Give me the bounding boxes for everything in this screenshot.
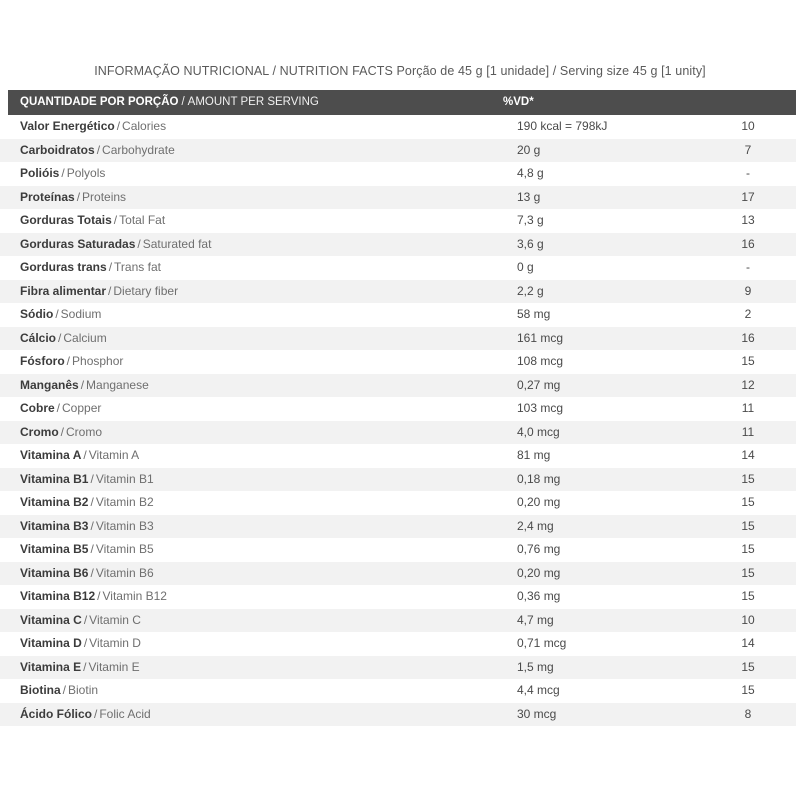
nutrient-name-en: Calcium [63, 330, 107, 345]
nutrient-name-en: Manganese [86, 377, 149, 392]
table-row [0, 303, 796, 327]
nutrient-label-separator: / [90, 471, 94, 486]
nutrient-label-separator: / [108, 283, 112, 298]
nutrient-label [20, 679, 98, 703]
table-row [0, 139, 796, 163]
nutrient-name-pt: Vitamina B5 [20, 542, 89, 556]
nutrient-vd-percent: 8 [744, 706, 752, 721]
nutrient-vd-percent: 15 [741, 683, 755, 697]
nutrient-vd-percent: 13 [741, 213, 755, 227]
nutrient-vd-percent: 10 [741, 119, 755, 133]
nutrient-label [20, 233, 211, 257]
nutrient-label [20, 397, 101, 421]
nutrient-name-pt: Vitamina B1 [20, 471, 89, 486]
nutrient-label [20, 491, 154, 515]
table-row [0, 562, 796, 586]
header-amount-per-serving [20, 90, 319, 115]
table-row [0, 256, 796, 280]
table-row [0, 327, 796, 351]
nutrient-name-pt: Proteínas [20, 189, 75, 204]
nutrient-amount: 0,76 mg [517, 542, 561, 556]
table-row [0, 468, 796, 492]
nutrient-label-separator: / [90, 542, 94, 556]
nutrient-label [20, 209, 165, 233]
nutrient-name-en: Dietary fiber [113, 283, 179, 298]
nutrient-amount: 0,20 mg [517, 495, 561, 509]
nutrient-name-pt: Vitamina E [20, 659, 82, 674]
table-row [0, 115, 796, 139]
table-row [0, 421, 796, 445]
nutrient-name-en: Vitamin B12 [102, 589, 167, 603]
nutrient-label [20, 609, 141, 633]
table-row [0, 280, 796, 304]
nutrient-name-pt: Gorduras trans [20, 260, 107, 274]
nutrient-amount: 0 g [517, 260, 534, 274]
header-label-pt: QUANTIDADE POR PORÇÃO [20, 96, 179, 108]
nutrient-label [20, 444, 139, 468]
table-row [0, 632, 796, 656]
nutrient-vd-percent: 16 [741, 330, 755, 345]
nutrient-label-separator: / [97, 589, 101, 603]
nutrient-amount: 1,5 mg [517, 659, 554, 674]
nutrient-label [20, 280, 178, 304]
nutrient-label [20, 256, 161, 280]
header-label-en: AMOUNT PER SERVING [187, 96, 319, 108]
nutrient-name-pt: Carboidratos [20, 142, 95, 157]
nutrient-amount: 2,4 mg [517, 518, 554, 533]
header-vd-label: %VD* [503, 96, 534, 108]
nutrient-label-separator: / [66, 354, 71, 368]
nutrient-vd-percent: 14 [741, 636, 755, 650]
nutrient-label [20, 421, 102, 445]
nutrient-vd-percent: - [746, 260, 750, 274]
nutrient-vd-percent: 15 [741, 495, 755, 509]
nutrient-name-pt: Vitamina B12 [20, 589, 96, 603]
nutrient-label-separator: / [90, 565, 94, 580]
nutrient-label-separator: / [60, 424, 65, 439]
nutrient-name-en: Copper [62, 401, 102, 415]
nutrient-name-en: Carbohydrate [102, 142, 175, 157]
nutrient-amount: 58 mg [517, 307, 551, 321]
nutrient-vd-percent: - [746, 166, 750, 180]
table-row [0, 186, 796, 210]
nutrient-name-en: Trans fat [114, 260, 161, 274]
nutrient-label-separator: / [56, 401, 61, 415]
nutrient-label-separator: / [137, 236, 141, 251]
nutrient-name-pt: Vitamina A [20, 448, 82, 462]
nutrient-vd-percent: 7 [744, 142, 752, 157]
nutrient-name-en: Polyols [66, 166, 106, 180]
nutrient-name-en: Vitamin E [88, 659, 140, 674]
nutrient-label-separator: / [108, 260, 113, 274]
table-row [0, 233, 796, 257]
nutrient-amount: 4,7 mg [517, 612, 554, 627]
nutrient-label [20, 703, 151, 727]
nutrient-label [20, 327, 107, 351]
nutrient-vd-percent: 11 [741, 424, 755, 439]
nutrient-amount: 0,71 mcg [517, 636, 567, 650]
nutrient-name-en: Vitamin B1 [95, 471, 154, 486]
nutrient-name-pt: Gorduras Saturadas [20, 236, 136, 251]
nutrient-label-separator: / [83, 636, 88, 650]
nutrient-label [20, 585, 167, 609]
nutrient-amount: 3,6 g [517, 236, 544, 251]
nutrient-amount: 0,36 mg [517, 589, 561, 603]
nutrition-table-title: INFORMAÇÃO NUTRICIONAL / NUTRITION FACTS Porção de 45 g [1 unidade] / Serving size 45 g [1 unity] [94, 64, 706, 78]
table-row [0, 162, 796, 186]
nutrient-vd-percent: 12 [741, 377, 755, 392]
nutrient-label [20, 515, 154, 539]
nutrient-label [20, 562, 154, 586]
nutrient-label [20, 162, 105, 186]
table-body [0, 115, 796, 726]
nutrient-label-separator: / [83, 612, 88, 627]
nutrient-vd-percent: 14 [741, 448, 755, 462]
nutrient-label-separator: / [55, 307, 59, 321]
nutrient-name-pt: Vitamina B6 [20, 565, 89, 580]
nutrient-name-pt: Cromo [20, 424, 59, 439]
nutrient-label-separator: / [116, 119, 121, 133]
nutrient-vd-percent: 10 [741, 612, 755, 627]
nutrient-label-separator: / [96, 142, 101, 157]
nutrient-name-pt: Sódio [20, 307, 54, 321]
nutrient-name-pt: Vitamina B3 [20, 518, 89, 533]
nutrient-name-en: Vitamin B6 [95, 565, 154, 580]
table-row [0, 656, 796, 680]
nutrient-name-pt: Cálcio [20, 330, 57, 345]
nutrient-label-separator: / [61, 166, 65, 180]
nutrient-label-separator: / [80, 377, 85, 392]
nutrient-name-en: Saturated fat [142, 236, 212, 251]
nutrient-label-separator: / [90, 495, 94, 509]
nutrient-amount: 4,4 mcg [517, 683, 560, 697]
nutrient-name-pt: Fibra alimentar [20, 283, 107, 298]
nutrient-label [20, 303, 101, 327]
nutrient-name-pt: Vitamina B2 [20, 495, 89, 509]
nutrient-amount: 2,2 g [517, 283, 544, 298]
nutrient-name-en: Vitamin D [89, 636, 141, 650]
nutrient-amount: 4,8 g [517, 166, 544, 180]
nutrient-label-separator: / [113, 213, 118, 227]
nutrient-amount: 0,20 mg [517, 565, 561, 580]
nutrient-name-pt: Cobre [20, 401, 55, 415]
nutrient-name-pt: Valor Energético [20, 119, 115, 133]
table-row [0, 397, 796, 421]
nutrient-name-pt: Fósforo [20, 354, 65, 368]
nutrient-label-separator: / [94, 706, 98, 721]
nutrient-name-en: Calories [122, 119, 167, 133]
nutrient-amount: 103 mcg [517, 401, 564, 415]
table-row [0, 585, 796, 609]
nutrient-name-pt: Biotina [20, 683, 61, 697]
nutrient-name-en: Folic Acid [99, 706, 151, 721]
table-row [0, 350, 796, 374]
nutrient-label-separator: / [76, 189, 81, 204]
table-row [0, 609, 796, 633]
nutrient-name-pt: Polióis [20, 166, 60, 180]
nutrient-label [20, 468, 154, 492]
nutrient-name-en: Vitamin B2 [95, 495, 154, 509]
nutrient-name-en: Biotin [68, 683, 99, 697]
nutrient-amount: 7,3 g [517, 213, 544, 227]
nutrient-amount: 13 g [517, 189, 541, 204]
nutrient-amount: 81 mg [517, 448, 551, 462]
nutrient-vd-percent: 15 [741, 354, 755, 368]
nutrient-name-pt: Vitamina D [20, 636, 82, 650]
nutrient-amount: 20 g [517, 142, 541, 157]
nutrient-name-en: Vitamin B5 [95, 542, 154, 556]
nutrient-vd-percent: 15 [741, 471, 755, 486]
table-row [0, 209, 796, 233]
nutrient-name-en: Proteins [82, 189, 127, 204]
nutrient-amount: 190 kcal = 798kJ [517, 119, 608, 133]
nutrient-vd-percent: 15 [741, 518, 755, 533]
table-row [0, 515, 796, 539]
nutrient-name-en: Sodium [60, 307, 102, 321]
nutrient-amount: 4,0 mcg [517, 424, 560, 439]
header-label-separator: / [181, 96, 185, 108]
nutrient-amount: 30 mcg [517, 706, 557, 721]
nutrient-vd-percent: 15 [741, 659, 755, 674]
nutrient-label-separator: / [90, 518, 94, 533]
nutrient-vd-percent: 15 [741, 542, 755, 556]
nutrient-name-en: Phosphor [72, 354, 124, 368]
table-header-bar [8, 90, 796, 115]
table-row [0, 538, 796, 562]
nutrient-label [20, 538, 154, 562]
nutrient-label [20, 139, 175, 163]
nutrient-name-pt: Manganês [20, 377, 79, 392]
nutrient-vd-percent: 17 [741, 189, 755, 204]
nutrient-vd-percent: 2 [744, 307, 752, 321]
nutrient-label-separator: / [58, 330, 62, 345]
nutrient-amount: 108 mcg [517, 354, 564, 368]
nutrient-name-en: Cromo [66, 424, 103, 439]
nutrient-vd-percent: 16 [741, 236, 755, 251]
nutrient-vd-percent: 15 [741, 565, 755, 580]
nutrient-label [20, 374, 149, 398]
nutrient-amount: 0,27 mg [517, 377, 561, 392]
table-row [0, 703, 796, 727]
nutrient-name-pt: Gorduras Totais [20, 213, 112, 227]
nutrient-name-pt: Vitamina C [20, 612, 82, 627]
nutrient-label [20, 632, 141, 656]
nutrient-amount: 0,18 mg [517, 471, 561, 486]
nutrient-label [20, 350, 123, 374]
nutrient-label-separator: / [83, 448, 87, 462]
nutrient-vd-percent: 11 [741, 401, 755, 415]
table-row [0, 444, 796, 468]
nutrient-name-pt: Ácido Fólico [20, 706, 92, 721]
table-row [0, 374, 796, 398]
nutrient-vd-percent: 9 [744, 283, 752, 298]
nutrient-name-en: Vitamin C [89, 612, 141, 627]
nutrient-name-en: Vitamin B3 [95, 518, 154, 533]
nutrient-label-separator: / [62, 683, 67, 697]
nutrient-vd-percent: 15 [741, 589, 755, 603]
table-row [0, 491, 796, 515]
nutrient-label [20, 656, 140, 680]
table-row [0, 679, 796, 703]
nutrient-label [20, 115, 166, 139]
nutrient-name-en: Vitamin A [88, 448, 140, 462]
nutrient-label-separator: / [83, 659, 87, 674]
nutrient-label [20, 186, 126, 210]
nutrient-name-en: Total Fat [119, 213, 166, 227]
nutrient-amount: 161 mcg [517, 330, 564, 345]
